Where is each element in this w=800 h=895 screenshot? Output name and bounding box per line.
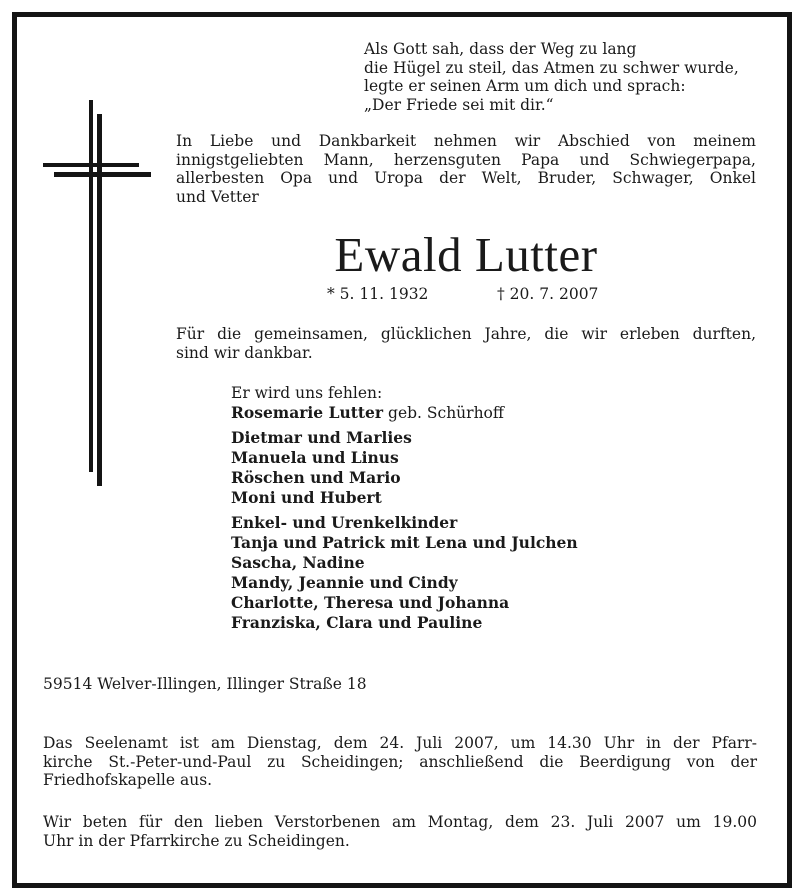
intro-line: allerbesten Opa und Uropa der Welt, Bruder, Schwager, Onkel xyxy=(176,169,756,187)
prayer-line: Uhr in der Pfarrkirche zu Scheidingen. xyxy=(43,831,350,850)
service-line: Das Seelenamt ist am Dienstag, dem 24. Juli 2007, um 14.30 Uhr in der Pfarr- xyxy=(43,734,757,752)
family-member: Enkel- und Urenkelkinder xyxy=(231,513,458,532)
family-list xyxy=(231,383,731,633)
intro-line: In Liebe und Dankbarkeit nehmen wir Abschied von meinem xyxy=(176,132,756,150)
intro-line: und Vetter xyxy=(176,187,259,206)
death-date: † 20. 7. 2007 xyxy=(497,285,599,303)
widow-line xyxy=(231,403,731,423)
poem-line: die Hügel zu steil, das Atmen zu schwer wurde, xyxy=(364,58,739,77)
family-member: Röschen und Mario xyxy=(231,468,401,487)
family-member: Charlotte, Theresa und Johanna xyxy=(231,593,510,612)
prayer-line: Wir beten für den lieben Verstorbenen am Montag, dem 23. Juli 2007 um 19.00 xyxy=(43,813,757,831)
widow-suffix: geb. Schürhoff xyxy=(388,404,504,422)
poem-line: „Der Friede sei mit dir.“ xyxy=(364,95,554,114)
service-notice xyxy=(43,734,757,790)
family-member: Moni und Hubert xyxy=(231,488,382,507)
cross-icon xyxy=(40,100,155,490)
widow-name: Rosemarie Lutter xyxy=(231,403,384,422)
poem-line: Als Gott sah, dass der Weg zu lang xyxy=(364,40,637,58)
thanks-text xyxy=(176,325,756,362)
thanks-line: Für die gemeinsamen, glücklichen Jahre, die wir erleben durften, xyxy=(176,325,756,343)
poem-line: legte er seinen Arm um dich und sprach: xyxy=(364,77,686,95)
deceased-name: Ewald Lutter xyxy=(334,227,598,282)
prayer-notice xyxy=(43,813,757,850)
thanks-line: sind wir dankbar. xyxy=(176,343,313,362)
family-intro: Er wird uns fehlen: xyxy=(231,384,383,402)
poem xyxy=(364,40,774,114)
service-line: Friedhofskapelle aus. xyxy=(43,771,213,789)
intro-line: innigstgeliebten Mann, herzensguten Papa und Schwiegerpapa, xyxy=(176,150,756,169)
birth-date: * 5. 11. 1932 xyxy=(327,285,429,303)
family-member: Sascha, Nadine xyxy=(231,553,365,572)
family-member: Mandy, Jeannie und Cindy xyxy=(231,573,458,592)
service-line: kirche St.-Peter-und-Paul zu Scheidingen; anschließend die Beerdigung von der xyxy=(43,752,757,771)
family-member: Dietmar und Marlies xyxy=(231,428,412,447)
intro-text xyxy=(176,132,756,206)
family-member: Tanja und Patrick mit Lena und Julchen xyxy=(231,533,578,552)
family-member: Manuela und Linus xyxy=(231,448,399,467)
address: 59514 Welver-Illingen, Illinger Straße 18 xyxy=(43,675,367,693)
family-member: Franziska, Clara und Pauline xyxy=(231,613,483,632)
